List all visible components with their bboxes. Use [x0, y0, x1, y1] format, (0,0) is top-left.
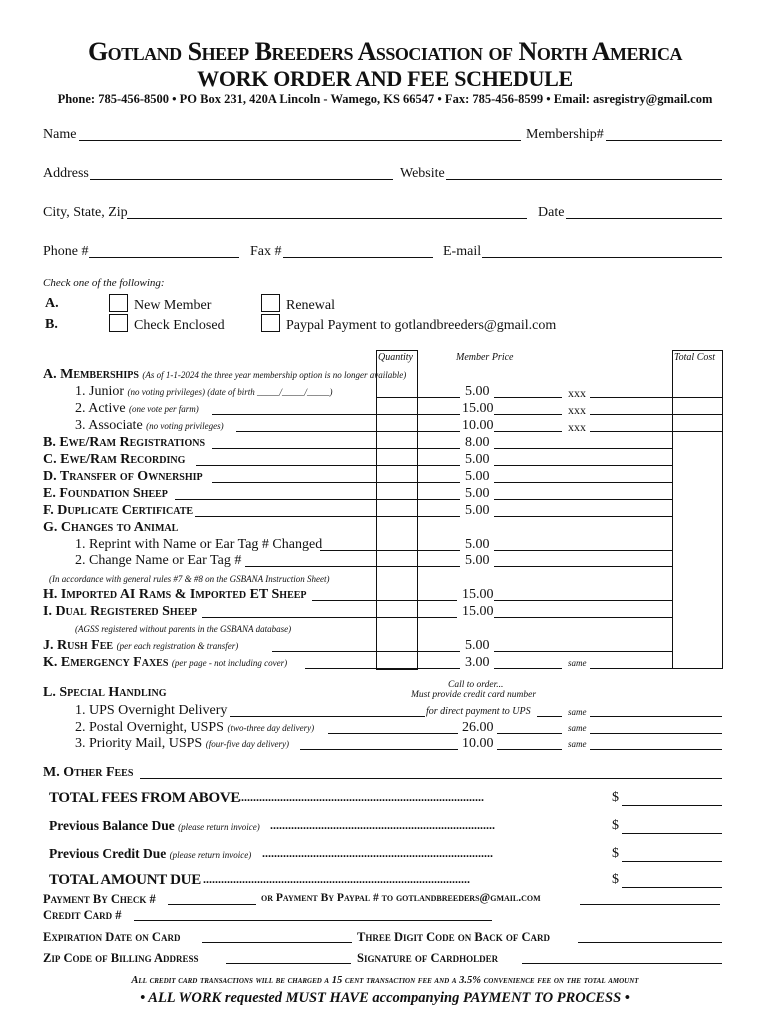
city-field[interactable]	[127, 218, 527, 219]
g1-label: 1. Reprint with Name or Ear Tag # Changed	[75, 537, 323, 552]
d-label: D. Transfer of Ownership	[43, 469, 203, 484]
l2-note: (two-three day delivery)	[227, 723, 315, 733]
g2-price: 5.00	[465, 553, 490, 568]
org-title: Gotland Sheep Breeders Association of North America	[87, 37, 683, 66]
new-member-option[interactable]	[109, 294, 211, 314]
website-field[interactable]	[446, 179, 722, 180]
b-price: 8.00	[465, 435, 490, 450]
b-label: B. Ewe/Ram Registrations	[43, 435, 206, 450]
total-due-dollar: $	[612, 872, 619, 887]
new-member-checkbox[interactable]	[109, 294, 128, 312]
signature-label: Signature of Cardholder	[357, 951, 499, 965]
other-fees-field[interactable]	[140, 778, 722, 779]
prev-balance-leader: ...........................................................................	[270, 818, 495, 832]
phone-field[interactable]	[89, 257, 239, 258]
email-label: E-mail	[443, 244, 482, 259]
quantity-header: Quantity	[378, 352, 413, 363]
associate-xxx: xxx	[568, 420, 586, 434]
h-price: 15.00	[462, 587, 494, 602]
quantity-column[interactable]	[376, 350, 418, 670]
expiration-label: Expiration Date on Card	[43, 930, 181, 944]
junior-price: 5.00	[465, 384, 490, 399]
active-note: (one vote per farm)	[129, 404, 199, 414]
associate-price: 10.00	[462, 418, 494, 433]
paypal-label: Paypal Payment to gotlandbreeders@gmail.com	[286, 318, 557, 333]
check-enclosed-label: Check Enclosed	[134, 318, 225, 333]
address-field[interactable]	[90, 179, 393, 180]
associate-note: (no voting privileges)	[146, 421, 224, 431]
website-label: Website	[400, 166, 445, 181]
payment-required-note: • ALL WORK requested MUST HAVE accompanying PAYMENT TO PROCESS •	[140, 990, 630, 1006]
call-to-order: Call to order...	[448, 680, 504, 690]
l3-note: (four-five day delivery)	[205, 739, 289, 749]
option-b-label: B.	[45, 317, 58, 332]
zip-label: Zip Code of Billing Address	[43, 951, 199, 965]
total-due-field[interactable]	[622, 887, 722, 888]
g2-label: 2. Change Name or Ear Tag #	[75, 553, 242, 568]
l3-price: 10.00	[462, 736, 494, 751]
prev-credit-leader: .............................................................................	[262, 846, 493, 860]
phone-label: Phone #	[43, 244, 89, 259]
d-price: 5.00	[465, 469, 490, 484]
date-field[interactable]	[566, 218, 722, 219]
memberships-heading: A. Memberships	[43, 367, 139, 382]
total-due-label: TOTAL AMOUNT DUE	[49, 872, 201, 888]
prev-balance-field[interactable]	[622, 833, 722, 834]
total-fees-leader: ..................................................................................	[238, 790, 484, 804]
i-note: (AGSS registered without parents in the GSBANA database)	[75, 624, 292, 634]
active-xxx: xxx	[568, 403, 586, 417]
j-note: (per each registration & transfer)	[116, 641, 239, 651]
c-price: 5.00	[465, 452, 490, 467]
address-label: Address	[43, 166, 89, 181]
credit-card-label: Credit Card #	[43, 908, 122, 922]
k-note: (per page - not including cover)	[171, 658, 288, 668]
security-code-label: Three Digit Code on Back of Card	[357, 930, 551, 944]
security-code-field[interactable]	[578, 942, 722, 943]
l1-label: 1. UPS Overnight Delivery	[75, 703, 228, 718]
j-label: J. Rush Fee	[43, 638, 114, 653]
g-note: (In accordance with general rules #7 & #8 on the GSBANA Instruction Sheet)	[49, 574, 330, 584]
or-paypal-label: or Payment By Paypal # to gotlandbreeders@gmail.com	[261, 892, 541, 904]
city-label: City, State, Zip	[43, 205, 128, 220]
renewal-option[interactable]	[261, 294, 335, 314]
option-a-label: A.	[45, 296, 59, 311]
junior-xxx: xxx	[568, 386, 586, 400]
must-provide-card: Must provide credit card number	[411, 690, 537, 700]
email-field[interactable]	[482, 257, 722, 258]
membership-label: Membership#	[526, 127, 604, 142]
f-label: F. Duplicate Certificate	[43, 503, 194, 518]
check-enclosed-checkbox[interactable]	[109, 314, 128, 332]
date-label: Date	[538, 205, 565, 220]
paypal-checkbox[interactable]	[261, 314, 280, 332]
e-label: E. Foundation Sheep	[43, 486, 168, 501]
prev-credit-dollar: $	[612, 846, 619, 861]
total-cost-header: Total Cost	[674, 352, 716, 363]
l2-label: 2. Postal Overnight, USPS	[75, 720, 224, 735]
l2-same: same	[568, 723, 587, 733]
by-check-label: Payment By Check #	[43, 892, 156, 906]
signature-field[interactable]	[522, 963, 722, 964]
l3-same: same	[568, 739, 587, 749]
e-price: 5.00	[465, 486, 490, 501]
credit-card-field[interactable]	[134, 920, 492, 921]
l1-same: same	[568, 707, 587, 717]
new-member-label: New Member	[134, 298, 212, 313]
prev-balance-dollar: $	[612, 818, 619, 833]
cc-fee-note: All credit card transactions will be charged a 15 cent transaction fee and a 3.5% convenience fee on the total amount	[131, 975, 639, 986]
g-label: G. Changes to Animal	[43, 520, 179, 535]
i-price: 15.00	[462, 604, 494, 619]
contact-info: Phone: 785-456-8500 • PO Box 231, 420A Lincoln - Wamego, KS 66547 • Fax: 785-456-8599 • Email: asregistry@gmail.com	[57, 92, 713, 106]
expiration-field[interactable]	[202, 942, 352, 943]
member-price-header: Member Price	[456, 352, 514, 363]
junior-note: (no voting privileges) (date of birth _____/_____/_____)	[127, 387, 333, 397]
h-label: H. Imported AI Rams & Imported ET Sheep	[43, 587, 307, 602]
check-prompt: Check one of the following:	[43, 277, 165, 289]
c-label: C. Ewe/Ram Recording	[43, 452, 186, 467]
check-enclosed-option[interactable]	[109, 314, 225, 334]
memberships-note: (As of 1-1-2024 the three year membership option is no longer available)	[142, 370, 407, 380]
prev-balance-note: (please return invoice)	[178, 822, 260, 832]
k-price: 3.00	[465, 655, 490, 670]
check-number-field[interactable]	[168, 904, 256, 905]
renewal-checkbox[interactable]	[261, 294, 280, 312]
zip-field[interactable]	[226, 963, 351, 964]
paypal-number-field[interactable]	[580, 904, 720, 905]
k-same: same	[568, 658, 587, 668]
prev-credit-field[interactable]	[622, 861, 722, 862]
fax-field[interactable]	[283, 257, 433, 258]
k-label: K. Emergency Faxes	[43, 655, 169, 670]
prev-balance-label: Previous Balance Due	[49, 818, 175, 833]
paypal-option[interactable]	[261, 314, 556, 334]
l-label: L. Special Handling	[43, 685, 167, 700]
l1-price: for direct payment to UPS	[426, 706, 531, 717]
name-field[interactable]	[79, 140, 521, 141]
total-fees-field[interactable]	[622, 805, 722, 806]
name-label: Name	[43, 127, 77, 142]
l3-label: 3. Priority Mail, USPS	[75, 736, 203, 751]
renewal-label: Renewal	[286, 298, 335, 313]
membership-field[interactable]	[606, 140, 722, 141]
total-fees-dollar: $	[612, 790, 619, 805]
fax-label: Fax #	[250, 244, 282, 259]
g1-price: 5.00	[465, 537, 490, 552]
active-price: 15.00	[462, 401, 494, 416]
prev-credit-label: Previous Credit Due	[49, 846, 167, 861]
active-label: 2. Active	[75, 401, 126, 416]
i-label: I. Dual Registered Sheep	[43, 604, 198, 619]
f-price: 5.00	[465, 503, 490, 518]
total-fees-label: TOTAL FEES FROM ABOVE	[49, 790, 241, 806]
m-label: M. Other Fees	[43, 765, 134, 780]
j-price: 5.00	[465, 638, 490, 653]
prev-credit-note: (please return invoice)	[169, 850, 252, 860]
junior-label: 1. Junior	[75, 384, 124, 399]
total-due-leader: .........................................................................................	[203, 872, 470, 886]
form-title: WORK ORDER AND FEE SCHEDULE	[197, 66, 573, 91]
associate-label: 3. Associate	[75, 418, 143, 433]
l2-price: 26.00	[462, 720, 494, 735]
